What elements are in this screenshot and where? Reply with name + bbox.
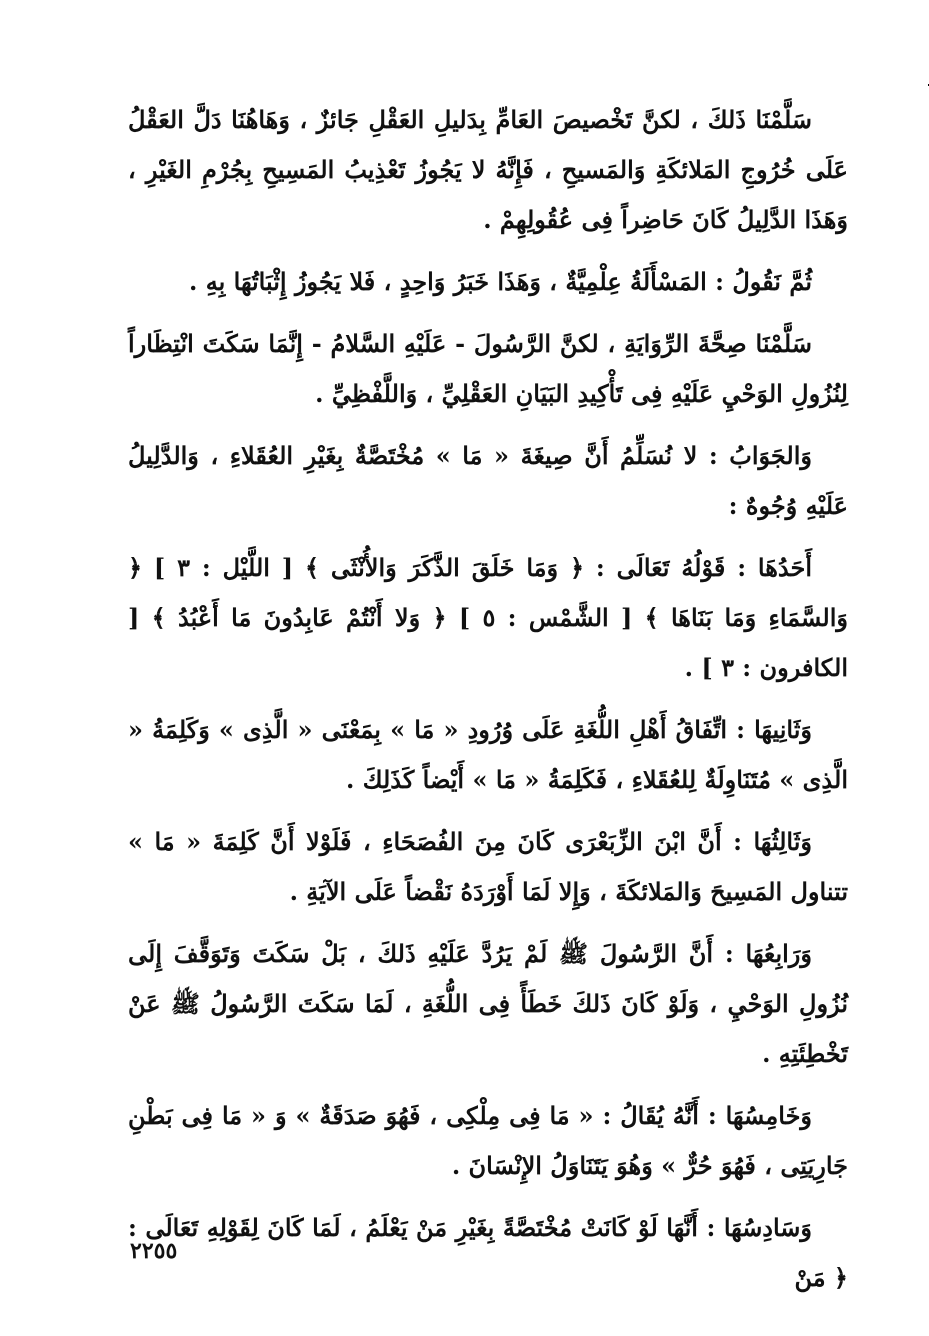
paragraph-9: وَخَامِسُهَا : أَنَّهُ يُقَالُ : « مَا فِى مِلْكِى ، فَهُوَ صَدَقَةٌ » وَ « مَا فِى بَطْنِ جَارِيَتِى ، فَهُوَ حُرٌّ » وَهُوَ يَتَنَاوَلُ الإِنْسَانَ . [128, 1101, 848, 1180]
paragraph-4: وَالجَوَابُ : لا نُسَلِّمُ أَنَّ صِيغَةَ « مَا » مُخْتَصَّةٌ بِغَيْرِ العُقَلاءِ ، وَالدَّلِيلُ عَلَيْهِ وُجُوهٌ : [128, 441, 848, 520]
paragraph-10: وَسَادِسُهَا : أَنَّهَا لَوْ كَانَتْ مُخْتَصَّةً بِغَيْرِ مَنْ يَعْلَمُ ، لَمَا كَانَ لِقَوْلِهِ تَعَالَى : ﴿ مَنْ [128, 1213, 848, 1292]
page-number: ٢٢٥٥ [130, 1238, 178, 1264]
paragraph-8: وَرَابِعُهَا : أَنَّ الرَّسُولَ ﷺ لَمْ يَرُدَّ عَلَيْهِ ذَلكَ ، بَلْ سَكَتَ وَتَوَقَّفَ إِلَى نُزُولِ الوَحْيِ ، وَلَوْ كَانَ ذَلكَ خَطَأً فِى اللُّغَةِ ، لَمَا سَكَتَ الرَّسُولُ ﷺ عَنْ تَخْطِئَتِهِ . [128, 939, 849, 1068]
paragraph-2: ثُمَّ نَقُولُ : المَسْأَلَةُ عِلْمِيَّةٌ ، وَهَذَا خَبَرُ وَاحِدٍ ، فَلا يَجُوزُ إِثْبَاتُهَا بِهِ . [189, 267, 812, 296]
paragraph-7: وَثَالِثُهَا : أَنَّ ابْنَ الزِّبَعْرَى كَانَ مِنَ الفُصَحَاءِ ، فَلَوْلا أَنَّ كَلِمَةَ « مَا » تتناول المَسِيحَ وَالمَلائكَةَ ، وَإِلا لَمَا أَوْرَدَهُ نَقْضاً عَلَى الآيَةِ . [128, 827, 848, 906]
paragraph-1: سَلَّمْنَا ذَلكَ ، لكنَّ تَخْصيصَ العَامِّ بِدَليلِ العَقْلِ جَائزٌ ، وَهَاهُنَا دَلَّ العَقْلُ عَلَى خُرُوجِ المَلائكَةِ وَالمَسيحِ ، فَإِنَّهُ لا يَجُوزُ تَعْذِيبُ المَسِيحِ بِجُرْمِ الغَيْرِ ، وَهَذَا الدَّلِيلُ كَانَ حَاضِراً فِى عُقُولِهِمْ . [128, 105, 848, 234]
paragraph-5: أَحَدُهَا : قَوْلُهُ تَعَالَى : ﴿ وَمَا خَلَقَ الذَّكَرَ وَالأُنْثَى ﴾ [ اللَّيْل : ٣ ] ﴿ وَالسَّمَاءِ وَمَا بَنَاهَا ﴾ [ الشَّمْس : ٥ ] ﴿ وَلا أَنْتُمْ عَابِدُونَ مَا أَعْبُدُ ﴾ [ الكافرون : ٣ ] . [128, 553, 848, 682]
paragraph-6: وَثَانِيهَا : اتِّفَاقُ أَهْلِ اللُّغَةِ عَلَى وُرُودِ « مَا » بِمَعْنَى « الَّذِى » وَكَلِمَةُ « الَّذِى » مُتَنَاوِلَةٌ لِلعُقَلاءِ ، فَكَلِمَةُ « مَا » أَيْضاً كَذَلِكَ . [128, 715, 848, 794]
arabic-text-body [128, 95, 848, 1315]
paragraph-3: سَلَّمْنَا صِحَّةَ الرِّوَايَةِ ، لكنَّ الرَّسُولَ - عَلَيْهِ السَّلامُ - إِنَّمَا سَكَتَ انْتِظَاراً لِنُزُولِ الوَحْيِ عَلَيْهِ فِى تَأْكِيدِ البَيَانِ العَقْلِيِّ ، وَاللَّفْظِيِّ . [128, 329, 848, 408]
